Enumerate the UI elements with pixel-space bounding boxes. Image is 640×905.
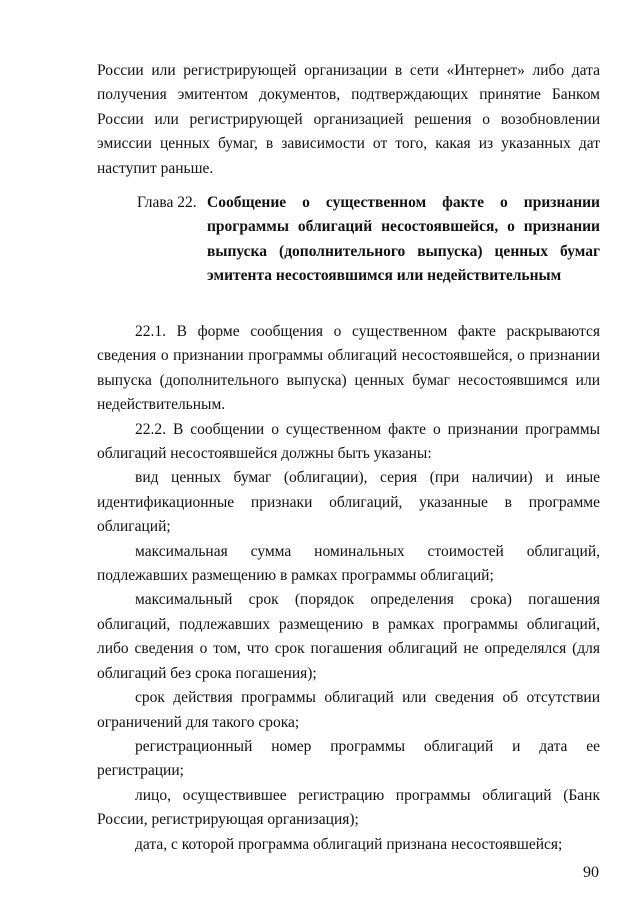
list-item: регистрационный номер программы облигаций и дата ее регистрации; bbox=[97, 737, 600, 780]
paragraph-22-2: 22.2. В сообщении о существенном факте о признании программы облигаций несостоявшейся должны быть указаны: bbox=[97, 420, 600, 463]
chapter-label: Глава 22. bbox=[137, 194, 197, 211]
list-item: вид ценных бумаг (облигации), серия (при наличии) и иные идентификационные признаки облигаций, указанные в программе облигаций; bbox=[97, 469, 600, 536]
chapter-title: Сообщение о существенном факте о признании программы облигаций несостоявшейся, о признании выпуска (дополнительного выпуска) ценных бумаг эмитента несостоявшимся или недействительным bbox=[207, 194, 600, 285]
list-item: дата, с которой программа облигаций признана несостоявшейся; bbox=[135, 835, 563, 853]
list-item: лицо, осуществившее регистрацию программы облигаций (Банк России, регистрирующая организация); bbox=[97, 786, 600, 829]
intro-text: России или регистрирующей организации в сети «Интернет» либо дата получения эмитентом документов, подтверждающих принятие Банком России или регистрирующей организацией решения о возобновлении эмиссии ценных бумаг, в зависимости от того, какая из указанных дат наступит раньше. bbox=[97, 62, 600, 177]
page-number: 90 bbox=[583, 864, 599, 881]
body-paragraphs bbox=[97, 320, 600, 857]
chapter-heading bbox=[137, 191, 600, 289]
intro-paragraph bbox=[97, 59, 600, 181]
list-item: срок действия программы облигаций или сведения об отсутствии ограничений для такого срока; bbox=[97, 689, 600, 731]
list-item: максимальная сумма номинальных стоимостей облигаций, подлежавших размещению в рамках программы облигаций; bbox=[97, 542, 600, 585]
paragraph-22-1: 22.1. В форме сообщения о существенном факте раскрываются сведения о признании программы облигаций несостоявшейся, о признании выпуска (дополнительного выпуска) ценных бумаг несостоявшимся или недействительным. bbox=[97, 323, 600, 414]
list-item: максимальный срок (порядок определения срока) погашения облигаций, подлежавших размещению в рамках программы облигаций, либо сведения о том, что срок погашения облигаций не определялся (для облигаций без срока погашения); bbox=[97, 591, 600, 682]
